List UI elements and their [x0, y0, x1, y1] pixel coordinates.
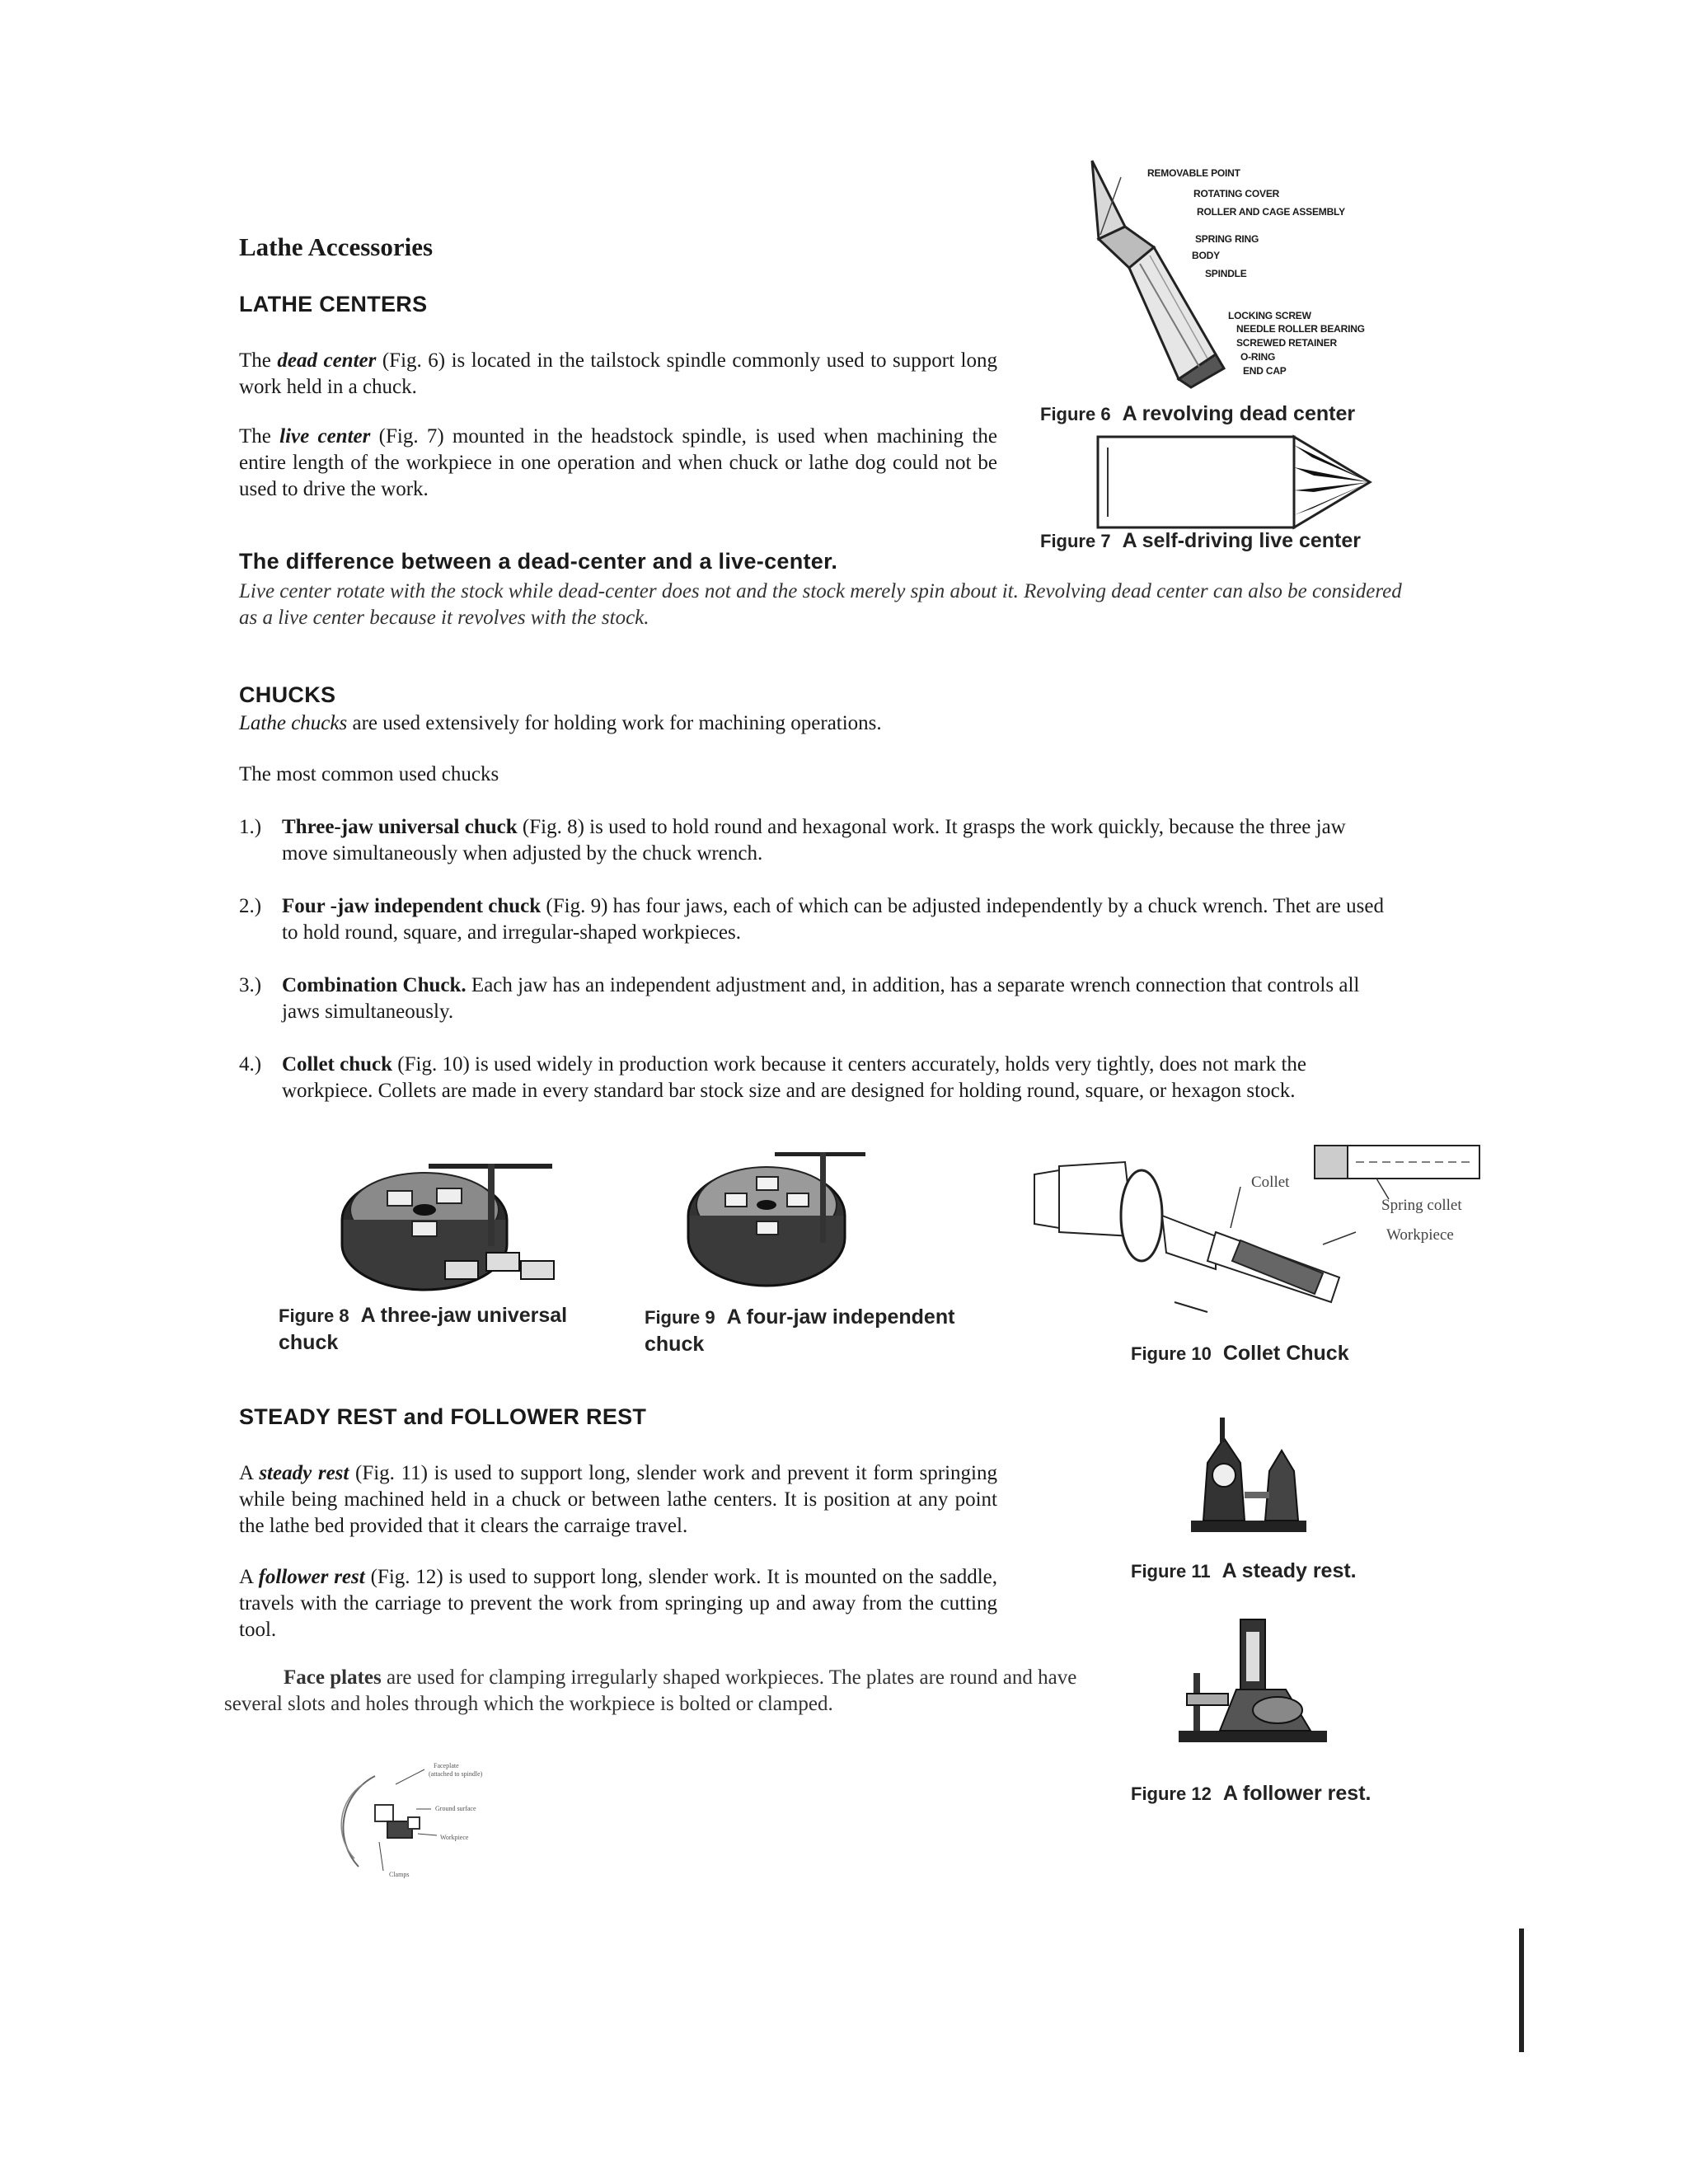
fig10-label-collet: Collet — [1251, 1174, 1290, 1191]
figure-number: Figure 10 — [1131, 1343, 1212, 1364]
fig6-part-label: BODY — [1192, 250, 1220, 261]
figure8-caption — [279, 1302, 625, 1356]
term-steady-rest: steady rest — [259, 1462, 349, 1484]
text-fragment: (Fig. 6) is located in the tailstock spindle commonly used to support long work held in a chuck. — [239, 349, 997, 398]
faceplate-illustration — [326, 1760, 515, 1891]
figure-number: Figure 12 — [1131, 1783, 1212, 1804]
figure10-caption — [1131, 1342, 1349, 1366]
steady-rest-illustration — [1187, 1413, 1311, 1545]
text-fragment: (Fig. 7) mounted in the headstock spindle, is used when machining the entire length of the workpiece in one operation and when chuck or lathe dog could not be used to drive the work. — [239, 425, 997, 500]
paragraph-dead-center — [239, 348, 997, 401]
self-driving-live-center-illustration — [1090, 433, 1378, 536]
paragraph-face-plates — [224, 1665, 1081, 1718]
list-item — [239, 972, 1393, 1025]
figure7-caption — [1040, 529, 1361, 553]
follower-rest-illustration — [1170, 1615, 1335, 1760]
fig6-part-label: SPINDLE — [1205, 268, 1247, 279]
figure-caption-text: A three-jaw universal chuck — [279, 1304, 568, 1354]
fig6-part-label: END CAP — [1243, 365, 1287, 377]
figure-number: Figure 6 — [1040, 404, 1111, 424]
fig6-part-label: SCREWED RETAINER — [1236, 337, 1337, 349]
figure-caption-text: Collet Chuck — [1222, 1342, 1349, 1365]
fig6-part-label: REMOVABLE POINT — [1147, 167, 1240, 179]
list-body — [282, 972, 1393, 1025]
text-fragment: (Fig. 9) has four jaws, each of which can be adjusted independently by a chuck wrench. Thet are used to hold round, square, and irregular-shaped workpieces. — [282, 895, 1384, 944]
fig6-part-label: O-RING — [1240, 351, 1276, 363]
text-fragment: are used extensively for holding work for machining operations. — [347, 712, 882, 734]
text-fragment: The — [239, 425, 280, 448]
figure6-caption — [1040, 402, 1355, 426]
term-combination-chuck: Combination Chuck. — [282, 974, 467, 996]
list-body — [282, 893, 1393, 946]
figure-caption-text: A revolving dead center — [1122, 402, 1356, 425]
paragraph-follower-rest — [239, 1564, 997, 1643]
term-three-jaw-chuck: Three-jaw universal chuck — [282, 816, 518, 838]
fig6-part-label: NEEDLE ROLLER BEARING — [1236, 323, 1365, 335]
figure-number: Figure 9 — [645, 1307, 715, 1328]
term-collet-chuck: Collet chuck — [282, 1053, 393, 1076]
list-body — [282, 1052, 1393, 1104]
paragraph-steady-rest — [239, 1460, 997, 1540]
text-fragment: (Fig. 11) is used to support long, slender work and prevent it form springing while being machined held in a chuck or between lathe centers. It is position at any point the lathe bed provided that it clears the carraige travel. — [239, 1462, 997, 1537]
text-fragment: (Fig. 8) is used to hold round and hexagonal work. It grasps the work quickly, because the three jaw move simultaneously when adjusted by the chuck wrench. — [282, 816, 1346, 865]
faceplate-label: Clamps — [389, 1871, 410, 1878]
scan-edge-line — [1519, 1929, 1524, 2052]
list-number: 1.) — [239, 816, 262, 838]
term-live-center: live center — [279, 425, 371, 448]
faceplate-label: (attached to spindle) — [429, 1770, 483, 1778]
section-heading-chucks: CHUCKS — [239, 682, 336, 707]
faceplate-label: Workpiece — [440, 1834, 469, 1841]
figure11-caption — [1131, 1559, 1357, 1583]
text-fragment: (Fig. 12) is used to support long, slender work. It is mounted on the saddle, travels with the carriage to prevent the work from springing up and away from the cutting tool. — [239, 1566, 997, 1641]
text-fragment: are used for clamping irregularly shaped workpieces. The plates are round and have several slots and holes through which the workpiece is bolted or clamped. — [224, 1666, 1077, 1715]
difference-heading: The difference between a dead-center and a live-center. — [239, 549, 838, 574]
list-item — [239, 1052, 1393, 1104]
list-item — [239, 814, 1393, 867]
list-number: 4.) — [239, 1053, 262, 1076]
fig6-part-label: SPRING RING — [1195, 233, 1259, 245]
figure-number: Figure 11 — [1131, 1561, 1211, 1582]
text-fragment: Each jaw has an independent adjustment and, in addition, has a separate wrench connection that controls all jaws simultaneously. — [282, 974, 1360, 1023]
fig10-label-spring-collet: Spring collet — [1381, 1197, 1462, 1214]
three-jaw-chuck-illustration — [338, 1146, 585, 1294]
chucks-common: The most common used chucks — [239, 763, 499, 785]
fig10-label-workpiece: Workpiece — [1386, 1226, 1454, 1244]
section-heading-rests: STEADY REST and FOLLOWER REST — [239, 1404, 647, 1429]
section-heading-lathe-centers: LATHE CENTERS — [239, 292, 428, 316]
list-number: 2.) — [239, 895, 262, 917]
fig6-part-label: ROLLER AND CAGE ASSEMBLY — [1197, 206, 1345, 218]
four-jaw-chuck-illustration — [684, 1146, 890, 1286]
text-fragment: The — [239, 349, 278, 372]
term-follower-rest: follower rest — [258, 1566, 365, 1588]
chucks-intro — [239, 710, 1393, 737]
figure9-caption — [645, 1304, 991, 1357]
difference-text: Live center rotate with the stock while dead-center does not and the stock merely spin about it. Revolving dead center can also be considered as a live center because it revolves with the stock. — [239, 580, 1402, 629]
list-body — [282, 814, 1393, 867]
list-item — [239, 893, 1393, 946]
term-face-plates: Face plates — [284, 1666, 382, 1689]
figure-caption-text: A self-driving live center — [1122, 529, 1362, 552]
faceplate-label: Faceplate — [434, 1762, 459, 1769]
figure-number: Figure 8 — [279, 1305, 349, 1326]
page-title: Lathe Accessories — [239, 232, 434, 261]
figure-number: Figure 7 — [1040, 531, 1111, 551]
figure-caption-text: A follower rest. — [1222, 1782, 1372, 1805]
text-fragment: (Fig. 10) is used widely in production work because it centers accurately, holds very tightly, does not mark the workpiece. Collets are made in every standard bar stock size and are designed for holding round, square, or hexagon stock. — [282, 1053, 1307, 1102]
term-four-jaw-chuck: Four -jaw independent chuck — [282, 895, 542, 917]
text-fragment: A — [239, 1566, 259, 1588]
term-lathe-chucks: Lathe chucks — [239, 712, 348, 734]
faceplate-label: Ground surface — [435, 1805, 476, 1812]
text-fragment: A — [239, 1462, 260, 1484]
list-number: 3.) — [239, 974, 262, 996]
figure12-caption — [1131, 1782, 1371, 1806]
paragraph-live-center — [239, 424, 997, 503]
fig6-part-label: LOCKING SCREW — [1228, 310, 1311, 321]
term-dead-center: dead center — [277, 349, 377, 372]
figure-caption-text: A four-jaw independent chuck — [645, 1305, 955, 1356]
fig6-part-label: ROTATING COVER — [1193, 188, 1280, 199]
figure-caption-text: A steady rest. — [1221, 1559, 1357, 1582]
